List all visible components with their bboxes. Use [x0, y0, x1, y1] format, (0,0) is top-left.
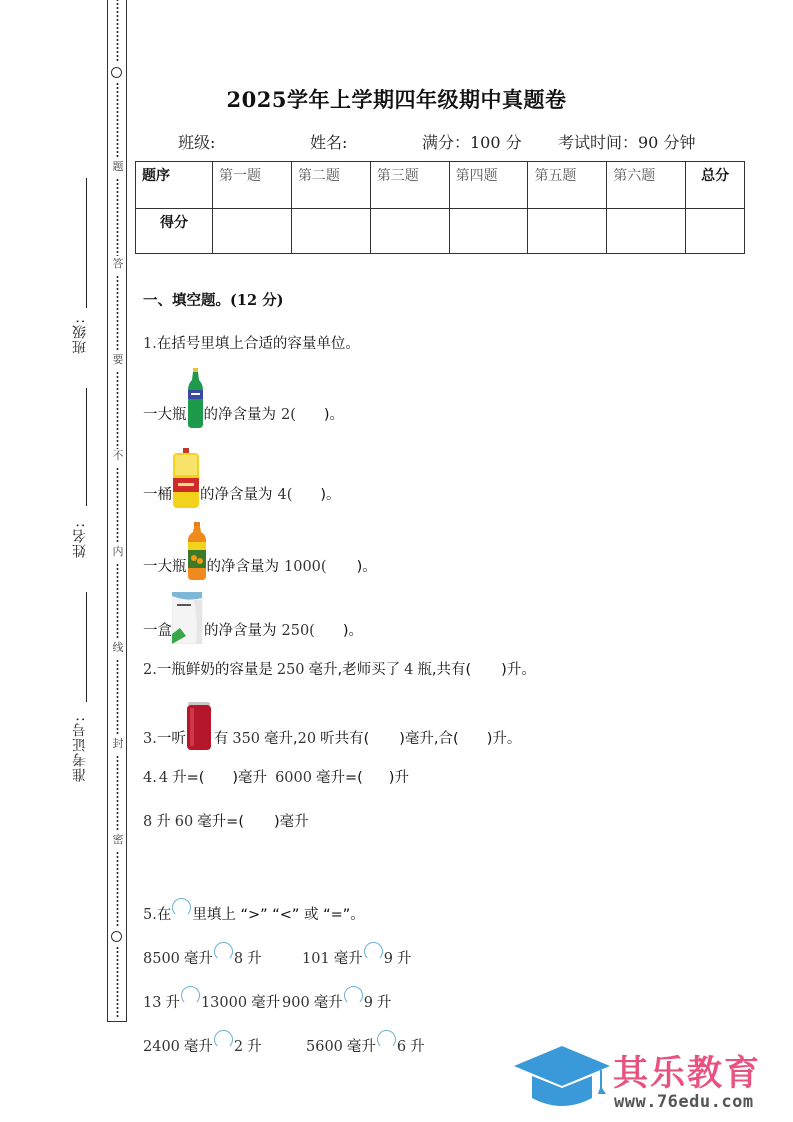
cmp-5-right-unit: 升: [247, 1039, 262, 1055]
cmp-2-left-unit: 毫升: [333, 951, 363, 967]
strip-name-label: 姓名:: [72, 522, 88, 558]
dotted-line: [116, 659, 119, 735]
compare-circle-input[interactable]: [377, 1030, 396, 1049]
cmp-4-right-unit: 升: [376, 995, 392, 1011]
q1-item-3-value: 1000(: [284, 559, 327, 575]
milk-carton-icon: [172, 620, 204, 640]
q3-number: 3.: [143, 731, 157, 747]
q5-comparison-3: [143, 986, 280, 1012]
compare-circle-input[interactable]: [344, 986, 363, 1005]
q1-text: 在括号里填上合适的容量单位。: [156, 336, 360, 352]
exam-id-leader-line: [86, 592, 87, 702]
brand-name: 其乐教育: [613, 1054, 762, 1094]
q3-num-2: 20: [297, 731, 317, 747]
strip-marker-da: 答: [112, 257, 124, 270]
dotted-line: [116, 178, 119, 256]
q5-comparison-4: [282, 986, 391, 1012]
q5-comparison-1: [143, 942, 262, 968]
score-cell-q2[interactable]: [291, 209, 370, 254]
strip-class-label: 班级:: [72, 318, 88, 354]
cmp-6-right-num: 6: [396, 1039, 407, 1055]
strip-marker-mi: 密: [112, 833, 124, 846]
cmp-2-right-num: 9: [383, 951, 393, 967]
q2-text-d: )升。: [501, 662, 536, 678]
cmp-3-left-num: 13: [143, 995, 162, 1011]
strip-marker-yao: 要: [112, 353, 124, 366]
q1-item-1-value: 2(: [281, 407, 296, 423]
header-cell-q5: 第五题: [528, 162, 607, 209]
cmp-6-left-unit: 毫升: [346, 1039, 376, 1055]
strip-marker-bu: 不: [112, 449, 124, 462]
strip-marker-xian: 线: [112, 641, 124, 654]
header-cell-q3: 第三题: [370, 162, 449, 209]
q4-text-e: 升: [156, 814, 171, 830]
q5-text-b: 里填上 “>” “<” 或 “=”。: [192, 907, 365, 923]
q1-item-1-post: 的净含量为: [203, 407, 276, 423]
q1-prompt: [143, 332, 360, 353]
cmp-5-left-unit: 毫升: [183, 1039, 213, 1055]
q4-number: 4.: [143, 770, 157, 786]
q5-comparison-5: [143, 1030, 262, 1056]
dotted-line: [116, 275, 119, 351]
q3-text-c: 毫升,: [264, 731, 298, 747]
dotted-line: [116, 946, 119, 1018]
header-cell-q2: 第二题: [291, 162, 370, 209]
cmp-5-right-num: 2: [233, 1039, 244, 1055]
strip-marker-feng: 封: [112, 737, 124, 750]
q4-text-f: 毫升=(: [197, 814, 244, 830]
compare-circle-input[interactable]: [214, 1030, 233, 1049]
cmp-1-left-num: 8500: [143, 951, 180, 967]
header-cell-total: 总分: [686, 162, 745, 209]
q4-num-e: 8: [143, 814, 153, 830]
q4-text-a: 升=(: [172, 770, 205, 786]
cmp-3-right-unit: 毫升: [251, 995, 281, 1011]
q2-number: 2.: [143, 662, 157, 678]
score-row: [136, 209, 745, 254]
dotted-line: [116, 467, 119, 543]
score-cell-q3[interactable]: [370, 209, 449, 254]
cmp-3-right-num: 13000: [200, 995, 248, 1011]
q3-text-b: 有: [213, 731, 229, 747]
header-cell-q6: 第六题: [607, 162, 686, 209]
q2-num-1: 250: [276, 662, 305, 678]
green-soda-bottle-icon: [187, 404, 204, 424]
cmp-4-left-unit: 毫升: [313, 995, 343, 1011]
dotted-line: [116, 563, 119, 639]
strip-exam-id-label: 准考证号:: [72, 716, 88, 782]
q2-text-c: 瓶,共有(: [417, 662, 472, 678]
header-cell-q1: 第一题: [213, 162, 292, 209]
q1-item-4-value: 250(: [281, 623, 315, 639]
cooking-oil-jug-icon: [172, 484, 200, 504]
q1-number: 1.: [143, 336, 157, 352]
class-leader-line: [86, 178, 87, 308]
q4-text-g: )毫升: [274, 814, 309, 830]
q1-item-2: [143, 483, 341, 504]
dotted-line: [116, 851, 119, 927]
name-leader-line: [86, 388, 87, 506]
q1-item-4-close: )。: [342, 623, 364, 639]
score-cell-q4[interactable]: [449, 209, 528, 254]
section1-heading: [143, 289, 283, 310]
q4-line-1: [143, 766, 409, 787]
q1-item-2-value: 4(: [277, 487, 293, 503]
q1-item-1-close: )。: [323, 407, 345, 423]
q3-text-f: )升。: [486, 731, 522, 747]
circle-marker: [111, 931, 122, 942]
q4-text-d: )升: [388, 770, 409, 786]
cmp-5-left-num: 2400: [143, 1039, 180, 1055]
name-field-label: 姓名:: [310, 133, 348, 152]
header-cell-q4: 第四题: [449, 162, 528, 209]
cmp-4-left-num: 900: [282, 995, 310, 1011]
q1-item-1: [143, 403, 344, 424]
compare-circle-input[interactable]: [181, 986, 200, 1005]
dotted-line: [116, 0, 119, 62]
q5-text-a: 在: [156, 907, 172, 923]
compare-circle-input[interactable]: [364, 942, 383, 961]
q4-num-c: 6000: [275, 770, 312, 786]
full-score-label: 满分：100 分: [422, 133, 522, 152]
score-cell-total[interactable]: [686, 209, 745, 254]
q1-item-2-post: 的净含量为: [200, 487, 273, 503]
cmp-2-left-num: 101: [302, 951, 330, 967]
q1-item-4: [143, 619, 363, 640]
q4-num-a: 4: [158, 770, 169, 786]
score-cell-q6[interactable]: [607, 209, 686, 254]
cmp-3-left-unit: 升: [165, 995, 180, 1011]
q4-line-2: [143, 810, 309, 831]
q3-text-d: 听共有(: [320, 731, 370, 747]
cmp-1-left-unit: 毫升: [183, 951, 213, 967]
q3-text-a: 一听: [156, 731, 186, 747]
q1-item-3-post: 的净含量为: [206, 559, 279, 575]
q3-num-1: 350: [232, 731, 261, 747]
score-cell-q5[interactable]: [528, 209, 607, 254]
score-cell-q1[interactable]: [213, 209, 292, 254]
page-title: 2025学年上学期四年级期中真题卷: [226, 87, 567, 112]
brand-url: www.76edu.com: [614, 1092, 754, 1112]
q3: [143, 727, 521, 748]
q1-item-4-pre: 一盒: [143, 623, 172, 639]
q1-item-3-close: )。: [356, 559, 377, 575]
cmp-6-left-num: 5600: [306, 1039, 343, 1055]
q2-text-a: 一瓶鲜奶的容量是: [156, 662, 273, 678]
strip-marker-ti: 题: [112, 160, 124, 173]
q4-text-c: 毫升=(: [315, 770, 363, 786]
score-table-header-row: [136, 162, 745, 209]
cmp-2-right-unit: 升: [396, 951, 412, 967]
q1-item-3-pre: 一大瓶: [143, 559, 187, 575]
exam-time-label: 考试时间：90 分钟: [558, 133, 696, 152]
q5-number: 5.: [143, 907, 157, 923]
class-field-label: 班级:: [178, 133, 216, 152]
q5-comparison-2: [302, 942, 411, 968]
q2-num-2: 4: [404, 662, 414, 678]
q1-item-2-pre: 一桶: [143, 487, 172, 503]
cmp-4-right-num: 9: [363, 995, 373, 1011]
q4-text-b: )毫升: [232, 770, 268, 786]
circle-blank-icon: [172, 898, 191, 917]
q4-num-f: 60: [174, 814, 194, 830]
graduation-cap-icon: [512, 1044, 612, 1110]
q2-text-b: 毫升,老师买了: [308, 662, 401, 678]
q5-prompt: [143, 898, 365, 924]
section1-title: 一、填空题。: [143, 293, 230, 309]
dotted-line: [116, 755, 119, 831]
q2: [143, 658, 536, 679]
juice-bottle-icon: [187, 556, 207, 576]
dotted-line: [116, 371, 119, 449]
red-soda-can-icon: [186, 728, 214, 748]
q1-item-4-post: 的净含量为: [204, 623, 277, 639]
section1-points: (12 分): [230, 292, 284, 309]
header-cell-order: 题序: [136, 162, 213, 209]
cmp-1-right-unit: 升: [247, 951, 262, 967]
circle-marker: [111, 67, 122, 78]
q1-item-1-pre: 一大瓶: [143, 407, 187, 423]
q1-item-2-close: )。: [320, 487, 341, 503]
compare-circle-input[interactable]: [214, 942, 233, 961]
score-table: [135, 161, 745, 254]
q5-comparison-6: [306, 1030, 425, 1056]
binding-strip: [107, 0, 127, 1022]
cmp-1-right-num: 8: [233, 951, 244, 967]
cmp-6-right-unit: 升: [410, 1039, 425, 1055]
q3-text-e: )毫升,合(: [399, 731, 459, 747]
score-row-label: 得分: [136, 209, 213, 254]
q1-item-3: [143, 555, 377, 576]
strip-marker-nei: 内: [112, 545, 124, 558]
